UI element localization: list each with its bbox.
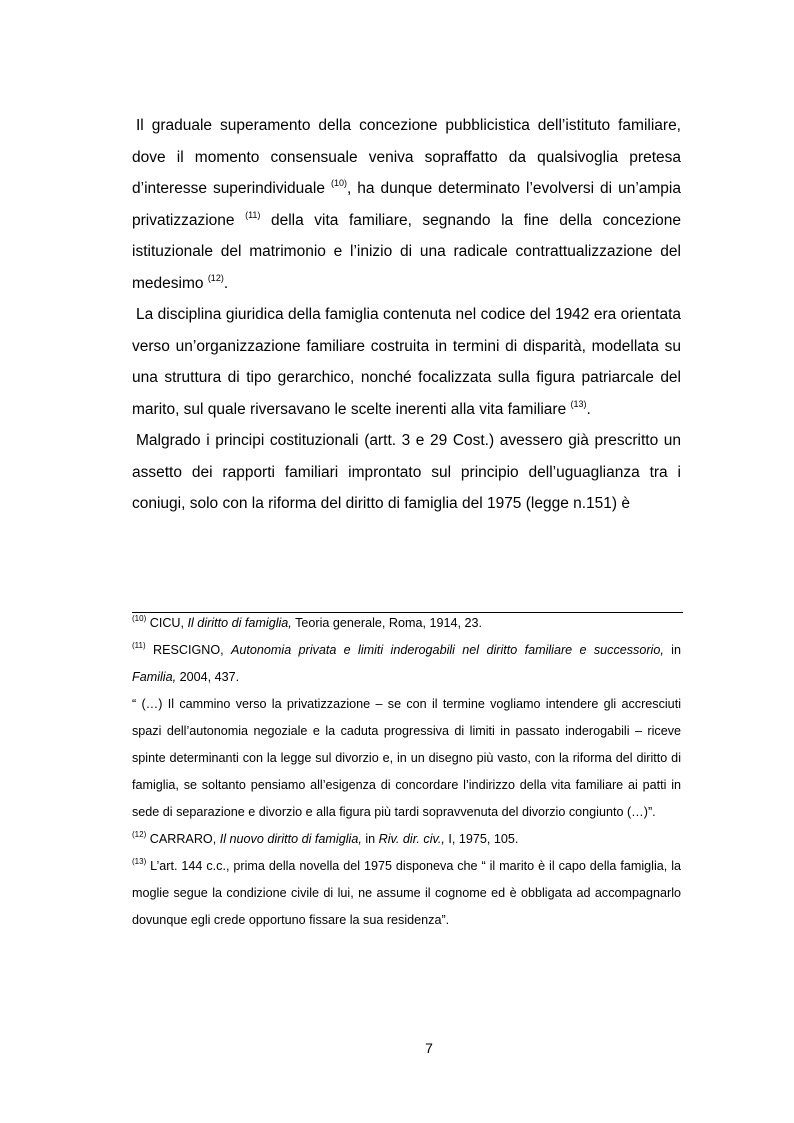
italic-text: Il diritto di famiglia, <box>187 616 292 630</box>
paragraph <box>132 299 681 425</box>
text-run: CARRARO, <box>146 832 220 846</box>
footnote <box>132 691 681 826</box>
body-text <box>132 110 681 520</box>
text-run: 2004, 437. <box>176 670 240 684</box>
footnote-number: (11) <box>132 641 146 650</box>
footnote <box>132 853 681 934</box>
text-run: La disciplina giuridica della famiglia contenuta nel codice del 1942 era orientata verso un’organizzazione familiare costruita in termini di disparità, modellata su una struttura di tipo gerarchico, nonché focalizzata sulla figura patriarcale del marito, sul quale riversavano le scelte inerenti alla vita familiare <box>132 306 681 418</box>
footnote <box>132 826 681 853</box>
paragraph <box>132 425 681 520</box>
italic-text: Autonomia privata e limiti inderogabili nel diritto familiare e successorio, <box>231 643 664 657</box>
italic-text: Il nuovo diritto di famiglia, <box>219 832 362 846</box>
text-run: RESCIGNO, <box>145 643 231 657</box>
paragraph <box>132 110 681 299</box>
text-run: in <box>663 643 681 657</box>
page-number: 7 <box>425 1040 433 1056</box>
text-run: Teoria generale, Roma, 1914, 23. <box>291 616 483 630</box>
text-run: CICU, <box>146 616 188 630</box>
italic-text: Riv. dir. civ., <box>378 832 445 846</box>
footnote-reference: (12) <box>207 272 224 283</box>
text-run: “ (…) Il cammino verso la privatizzazione – se con il termine vogliamo intendere gli accresciuti spazi dell’autonomia negoziale e la caduta progressiva di limiti in passato inderogabili – riceve spinte determinanti con la legge sul divorzio e, in un disegno più vasto, con la riforma del diritto di famiglia, se soltanto pensiamo all’esigenza di concordare l’indirizzo della vita familiare ai patti in sede di separazione e divorzio e alla figura più tardi sopravvenuta del divorzio congiunto (…)”. <box>132 697 681 819</box>
footnote-number: (10) <box>132 614 147 623</box>
text-run: . <box>586 400 591 418</box>
footnote-reference: (11) <box>245 209 261 220</box>
footnote-number: (13) <box>132 857 147 866</box>
text-run: L’art. 144 c.c., prima della novella del 1975 disponeva che “ il marito è il capo della famiglia, la moglie segue la condizione civile di lui, ne assume il cognome ed è obbligata ad accompagnarlo dovunque egli crede opportuno fissare la sua residenza”. <box>132 859 681 927</box>
footnotes <box>132 610 681 934</box>
footnote-reference: (10) <box>330 178 347 188</box>
text-run: Il graduale superamento della concezione pubblicistica dell’istituto familiare, dove il momento consensuale veniva sopraffatto da qualsivoglia pretesa d’interesse superindividuale <box>132 117 681 197</box>
footnote <box>132 610 681 637</box>
text-run: . <box>223 274 229 292</box>
text-run: Malgrado i principi costituzionali (artt. 3 e 29 Cost.) avessero già prescritto un assetto dei rapporti familiari improntato sul principio dell’uguaglianza tra i coniugi, solo con la riforma del diritto di famiglia del 1975 (legge n.151) è <box>132 432 681 512</box>
text-run: della vita familiare, segnando la fine della concezione istituzionale del matrimonio e l’inizio di una radicale contrattualizzazione del medesimo <box>132 211 682 292</box>
footnote-number: (12) <box>132 830 147 839</box>
text-run: I, 1975, 105. <box>444 832 519 846</box>
text-run: , ha dunque determinato l’evolversi di un’ampia privatizzazione <box>132 180 681 229</box>
italic-text: Familia, <box>132 670 177 684</box>
footnote <box>132 637 681 691</box>
text-run: in <box>361 832 379 846</box>
footnote-reference: (13) <box>570 398 587 409</box>
